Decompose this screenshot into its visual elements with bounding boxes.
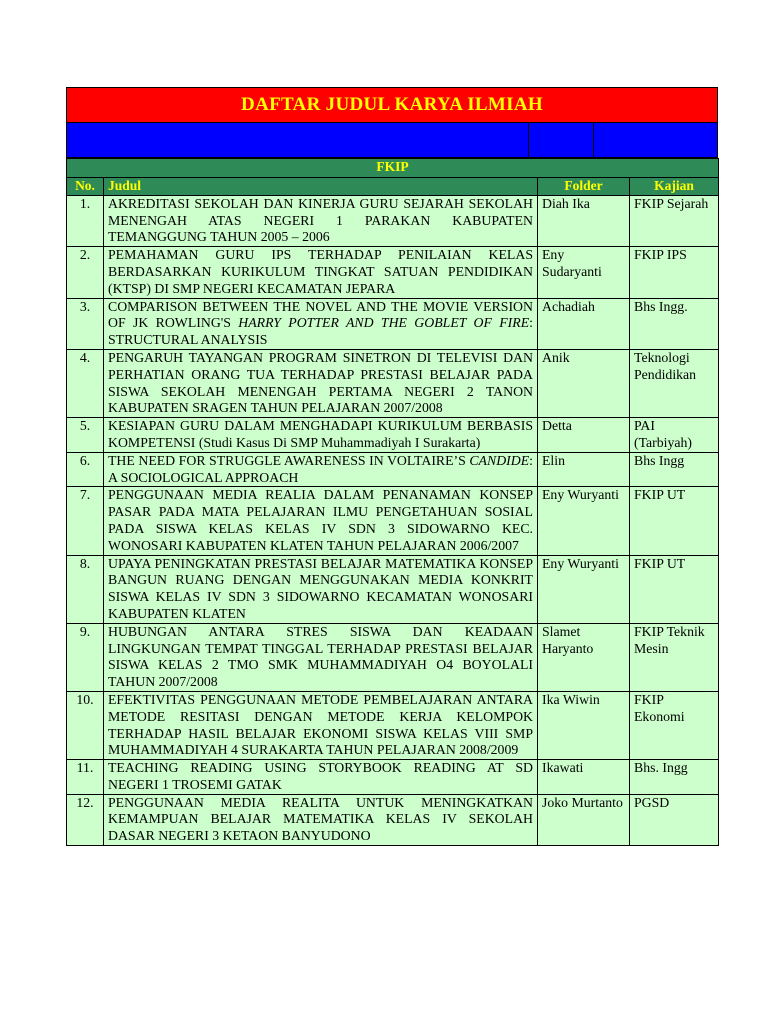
row-number: 8. (67, 555, 104, 623)
row-kajian: FKIP Sejarah (630, 195, 719, 246)
row-title: EFEKTIVITAS PENGGUNAAN METODE PEMBELAJARAN ANTARA METODE RESITASI DENGAN METODE KERJA KELOMPOK TERHADAP HASIL BELAJAR EKONOMI SISWA KELAS VIII SMP MUHAMMADIYAH 4 SURAKARTA TAHUN PELAJARAN 2008/2009 (104, 691, 538, 759)
row-folder: Eny Wuryanti (538, 555, 630, 623)
row-kajian: Teknologi Pendidikan (630, 349, 719, 417)
row-folder: Detta (538, 418, 630, 453)
row-kajian: FKIP UT (630, 487, 719, 555)
row-kajian: PGSD (630, 794, 719, 845)
row-title-text: THE NEED FOR STRUGGLE AWARENESS IN VOLTAIRE’S (108, 452, 470, 468)
row-folder: Ika Wiwin (538, 691, 630, 759)
row-kajian: FKIP Ekonomi (630, 691, 719, 759)
row-title-text: : A SOCIOLOGICAL APPROACH (108, 452, 533, 485)
row-folder: Eny Wuryanti (538, 487, 630, 555)
row-folder: Eny Sudaryanti (538, 247, 630, 298)
row-title (104, 452, 538, 487)
row-number: 9. (67, 623, 104, 691)
row-kajian: Bhs Ingg (630, 452, 719, 487)
row-number: 10. (67, 691, 104, 759)
row-folder: Achadiah (538, 298, 630, 349)
table-row (67, 452, 719, 487)
row-title (104, 298, 538, 349)
row-number: 3. (67, 298, 104, 349)
row-number: 5. (67, 418, 104, 453)
row-folder: Ikawati (538, 760, 630, 795)
thesis-table (66, 158, 719, 846)
header-band-divider (528, 123, 529, 157)
row-title: PENGGUNAAN MEDIA REALITA UNTUK MENINGKATKAN KEMAMPUAN BELAJAR MATEMATIKA KELAS IV SEKOLAH DASAR NEGERI 3 KETAON BANYUDONO (104, 794, 538, 845)
row-title-text: : STRUCTURAL ANALYSIS (108, 315, 533, 348)
table-row (67, 691, 719, 759)
row-number: 6. (67, 452, 104, 487)
row-title: KESIAPAN GURU DALAM MENGHADAPI KURIKULUM BERBASIS KOMPETENSI (Studi Kasus Di SMP Muhammadiyah I Surakarta) (104, 418, 538, 453)
column-header-folder: Folder (538, 178, 630, 196)
row-folder: Anik (538, 349, 630, 417)
row-title: UPAYA PENINGKATAN PRESTASI BELAJAR MATEMATIKA KONSEP BANGUN RUANG DENGAN MENGGUNAKAN MEDIA KONKRIT SISWA KELAS IV SDN 3 SIDOWARNO KECAMATAN WONOSARI KABUPATEN KLATEN (104, 555, 538, 623)
header-band (66, 123, 718, 158)
table-row (67, 298, 719, 349)
table-row (67, 349, 719, 417)
row-kajian: Bhs Ingg. (630, 298, 719, 349)
table-row (67, 760, 719, 795)
row-kajian: FKIP IPS (630, 247, 719, 298)
row-folder: Slamet Haryanto (538, 623, 630, 691)
row-number: 7. (67, 487, 104, 555)
row-folder: Elin (538, 452, 630, 487)
table-row (67, 623, 719, 691)
group-header: FKIP (67, 159, 719, 178)
row-title-italic: HARRY POTTER AND THE GOBLET OF FIRE (238, 315, 530, 331)
row-folder: Diah Ika (538, 195, 630, 246)
row-number: 11. (67, 760, 104, 795)
row-number: 12. (67, 794, 104, 845)
row-title: PEMAHAMAN GURU IPS TERHADAP PENILAIAN KELAS BERDASARKAN KURIKULUM TINGKAT SATUAN PENDIDIKAN (KTSP) DI SMP NEGERI KECAMATAN JEPARA (104, 247, 538, 298)
column-header-judul: Judul (104, 178, 538, 196)
row-kajian: FKIP Teknik Mesin (630, 623, 719, 691)
row-kajian: FKIP UT (630, 555, 719, 623)
row-title: PENGARUH TAYANGAN PROGRAM SINETRON DI TELEVISI DAN PERHATIAN ORANG TUA TERHADAP PRESTASI BELAJAR PADA SISWA SEKOLAH MENENGAH PERTAMA NEGERI 2 TANON KABUPATEN SRAGEN TAHUN PELAJARAN 2007/2008 (104, 349, 538, 417)
row-title: TEACHING READING USING STORYBOOK READING AT SD NEGERI 1 TROSEMI GATAK (104, 760, 538, 795)
table-row (67, 487, 719, 555)
table-row (67, 195, 719, 246)
column-header-kajian: Kajian (630, 178, 719, 196)
row-title: AKREDITASI SEKOLAH DAN KINERJA GURU SEJARAH SEKOLAH MENENGAH ATAS NEGERI 1 PARAKAN KABUPATEN TEMANGGUNG TAHUN 2005 – 2006 (104, 195, 538, 246)
row-number: 4. (67, 349, 104, 417)
row-title-text: COMPARISON BETWEEN THE NOVEL AND THE MOVIE VERSION OF JK ROWLING'S (108, 298, 533, 331)
row-title: PENGGUNAAN MEDIA REALIA DALAM PENANAMAN KONSEP PASAR PADA MATA PELAJARAN ILMU PENGETAHUAN SOSIAL PADA SISWA KELAS KELAS IV SDN 3 SIDOWARNO KEC. WONOSARI KABUPATEN KLATEN TAHUN PELAJARAN 2006/2007 (104, 487, 538, 555)
row-title: HUBUNGAN ANTARA STRES SISWA DAN KEADAAN LINGKUNGAN TEMPAT TINGGAL TERHADAP PRESTASI BELAJAR SISWA KELAS 2 TMO SMK MUHAMMADIYAH O4 BOYOLALI TAHUN 2007/2008 (104, 623, 538, 691)
row-title-italic: CANDIDE (469, 452, 530, 468)
table-row (67, 794, 719, 845)
row-folder: Joko Murtanto (538, 794, 630, 845)
page-title: DAFTAR JUDUL KARYA ILMIAH (66, 87, 718, 123)
table-row (67, 555, 719, 623)
row-kajian: PAI (Tarbiyah) (630, 418, 719, 453)
table-row (67, 247, 719, 298)
header-band-divider (593, 123, 594, 157)
table-row (67, 418, 719, 453)
row-kajian: Bhs. Ingg (630, 760, 719, 795)
column-header-no: No. (67, 178, 104, 196)
row-number: 1. (67, 195, 104, 246)
row-number: 2. (67, 247, 104, 298)
